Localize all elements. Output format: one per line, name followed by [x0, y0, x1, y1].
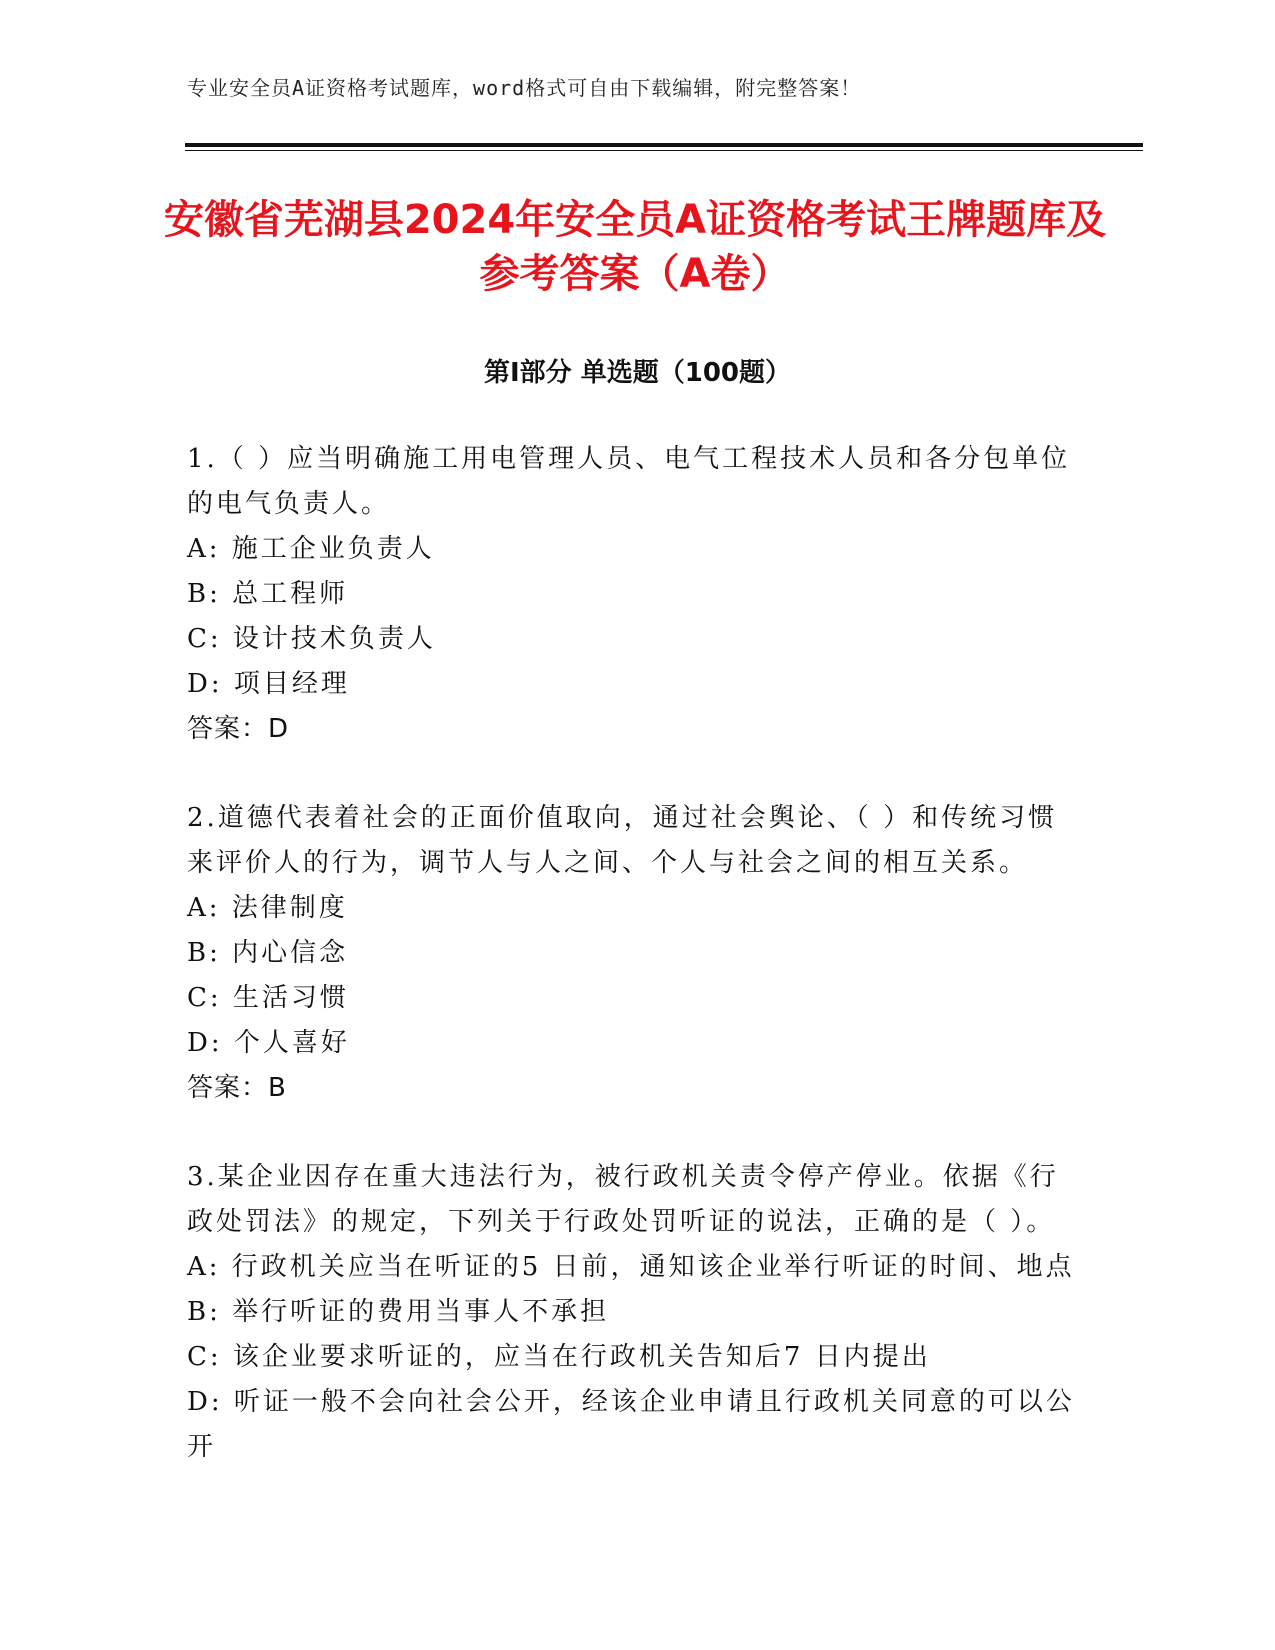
header-note: 专业安全员A证资格考试题库，word格式可自由下载编辑，附完整答案！	[187, 76, 862, 100]
question-stem: 1.（ ）应当明确施工用电管理人员、电气工程技术人员和各分包单位的电气负责人。	[187, 444, 1071, 519]
option-b: B: 总工程师	[187, 579, 349, 609]
option-d: D: 个人喜好	[187, 1028, 350, 1058]
header-rule-thick	[185, 143, 1143, 147]
header-rule-thin	[185, 150, 1143, 151]
option-b: B: 举行听证的费用当事人不承担	[187, 1297, 610, 1327]
option-c: C: 该企业要求听证的，应当在行政机关告知后7 日内提出	[187, 1342, 931, 1372]
question-stem: 3.某企业因存在重大违法行为，被行政机关责令停产停业。依据《行政处罚法》的规定，下列关于行政处罚听证的说法，正确的是（ ）。	[187, 1162, 1059, 1237]
question-list	[187, 437, 1077, 1514]
option-c: C: 设计技术负责人	[187, 624, 436, 654]
option-a: A: 施工企业负责人	[187, 534, 435, 564]
answer: 答案：D	[187, 714, 290, 744]
answer: 答案：B	[187, 1073, 287, 1103]
option-a: A: 法律制度	[187, 893, 348, 923]
question-stem: 2.道德代表着社会的正面价值取向，通过社会舆论、（ ）和传统习惯来评价人的行为，调节人与人之间、个人与社会之间的相互关系。	[187, 803, 1058, 878]
document-title: 安徽省芜湖县2024年安全员A证资格考试王牌题库及参考答案（A卷）	[163, 197, 1107, 297]
option-d: D: 项目经理	[187, 669, 350, 699]
question-1	[187, 437, 1077, 752]
option-b: B: 内心信念	[187, 938, 349, 968]
option-a: A: 行政机关应当在听证的5 日前，通知该企业举行听证的时间、地点	[187, 1252, 1075, 1282]
section-title: 第Ⅰ部分 单选题（100题）	[484, 358, 791, 388]
option-c: C: 生活习惯	[187, 983, 349, 1013]
option-d: D: 听证一般不会向社会公开，经该企业申请且行政机关同意的可以公开	[187, 1387, 1075, 1462]
question-3	[187, 1155, 1077, 1470]
question-2	[187, 796, 1077, 1111]
